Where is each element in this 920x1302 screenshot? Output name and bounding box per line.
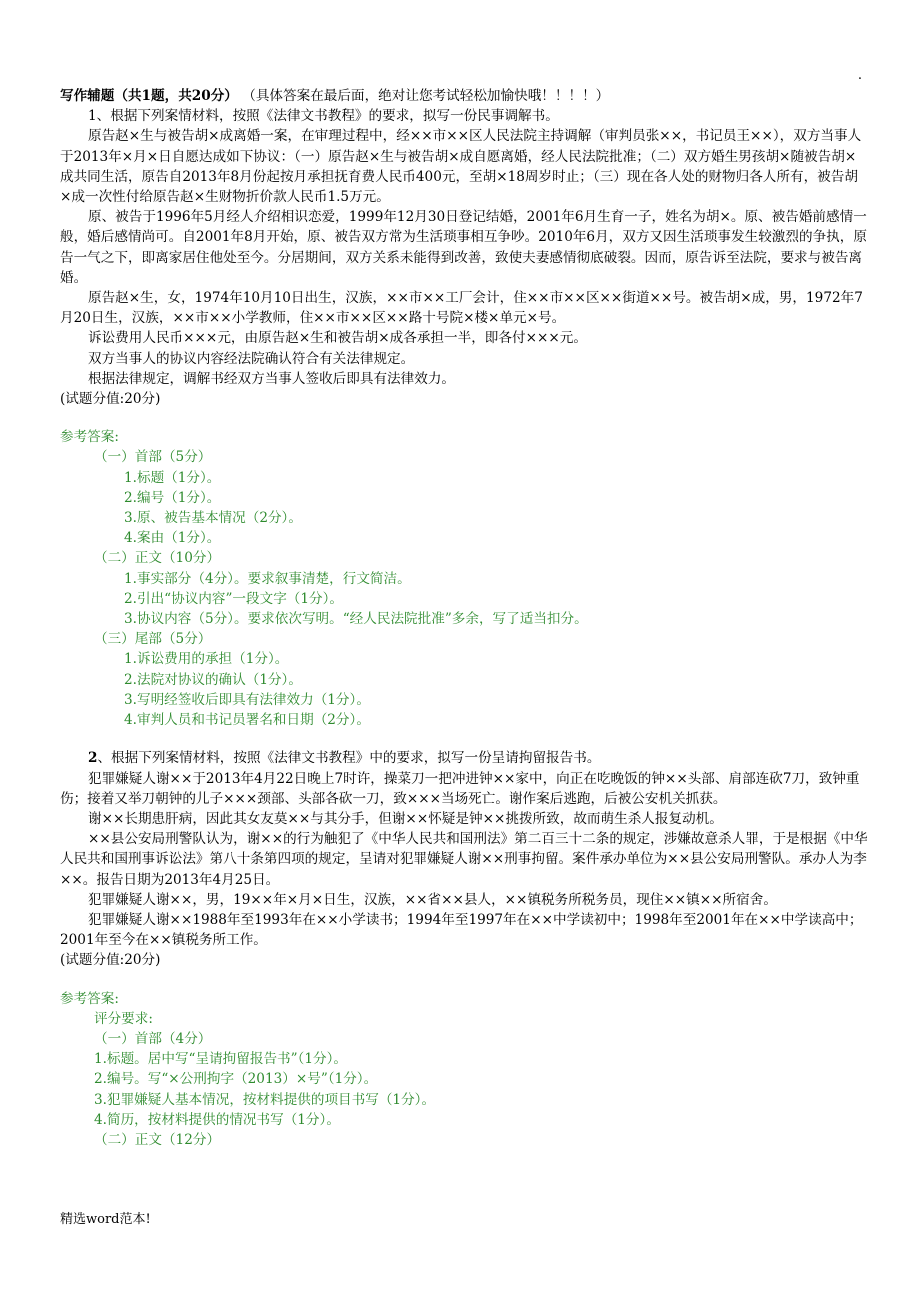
answer-item: 3.协议内容（5分）。要求依次写明。“经人民法院批准”多余，写了适当扣分。 [124,611,588,628]
q2-answer-label: 参考答案: [60,990,119,1007]
answer-item: 4.审判人员和书记员署名和日期（2分）。 [124,712,370,729]
answer-item: 3.犯罪嫌疑人基本情况，按材料提供的项目书写（1分）。 [94,1091,436,1108]
answer-item: 1.诉讼费用的承担（1分）。 [124,651,289,668]
answer-item: （三）尾部（5分） [94,631,212,648]
answer-item: （二）正文（10分） [94,550,221,567]
q1-score: (试题分值:20分) [60,391,161,408]
answer-item: 3.原、被告基本情况（2分）。 [124,510,302,527]
q2-paragraph: 犯罪嫌疑人谢××1988年至1993年在××小学读书；1994年至1997年在××中学读初中；1998年至2001年在××中学读高中；2001年至今在××镇税务所工作。 [60,911,863,949]
answer-item: 2.编号。写“×公刑拘字（2013）×号”（1分）。 [94,1071,378,1088]
section-title: 写作辅题（共1题，共20分） [60,88,238,104]
q2-score: (试题分值:20分) [60,952,161,969]
corner-mark: . [857,68,862,83]
answer-item: 2.引出“协议内容”一段文字（1分）。 [124,590,344,607]
q2-stem-text: 、根据下列案情材料，按照《法律文书教程》中的要求，拟写一份呈请拘留报告书。 [97,750,601,767]
q2-paragraph: 犯罪嫌疑人谢××于2013年4月22日晚上7时许，操菜刀一把冲进钟××家中，向正在吃晚饭的钟××头部、肩部连砍7刀，致钟重伤；接着又举刀朝钟的儿子×××颈部、头部各砍一刀，致×××当场死亡。谢作案后逃跑，后被公安机关抓获。 [60,770,860,807]
q1-answer-list [60,447,868,730]
q1-paragraph: 原告赵×生，女，1974年10月10日出生，汉族，××市××工厂会计，住××市××区××街道××号。被告胡×成，男，1972年7月20日生，汉族，××市××小学教师，住××市××区××路十号院×楼×单元×号。 [60,290,863,327]
q1-stem: 1、根据下列案情材料，按照《法律文书教程》的要求，拟写一份民事调解书。 [88,108,559,125]
answer-item: （一）首部（4分） [94,1030,212,1047]
answer-item: 评分要求: [94,1010,153,1027]
answer-item: 4.简历，按材料提供的情况书写（1分）。 [94,1111,340,1128]
q1-paragraph: 原、被告于1996年5月经人介绍相识恋爱，1999年12月30日登记结婚，2001年6月生育一子，姓名为胡×。原、被告婚前感情一般，婚后感情尚可。自2001年8月开始，原、被告双方常为生活琐事相互争吵。2010年6月，双方又因生活琐事发生较激烈的争执，原告一气之下，即离家居住他处至今。分居期间，双方关系未能得到改善，致使夫妻感情彻底破裂。因而，原告诉至法院，要求与被告离婚。 [60,209,867,286]
q1-paragraph: 双方当事人的协议内容经法院确认符合有关法律规定。 [88,350,415,367]
section-header [60,86,868,106]
answer-item: 2.法院对协议的确认（1分）。 [124,671,302,688]
answer-item: 1.标题。居中写“呈请拘留报告书”（1分）。 [94,1051,348,1068]
q2-paragraph: 谢××长期患肝病，因此其女友莫××与其分手，但谢××怀疑是钟××挑拨所致，故而萌生杀人报复动机。 [88,810,723,827]
answer-item: 1.标题（1分）。 [124,469,221,486]
q2-paragraph: 犯罪嫌疑人谢××，男，19××年×月×日生，汉族，××省××县人，××镇税务所税务员，现住××镇××所宿舍。 [88,891,777,908]
footer-text: 精选word范本! [60,1212,151,1227]
q1-paragraph: 根据法律规定，调解书经双方当事人签收后即具有法律效力。 [88,370,456,387]
q1-answer-label: 参考答案: [60,429,119,446]
q2-stem-number: 2 [88,750,98,767]
q1-paragraph: 诉讼费用人民币×××元，由原告赵×生和被告胡×成各承担一半，即各付×××元。 [88,330,587,347]
answer-item: （二）正文（12分） [94,1131,221,1148]
answer-item: 2.编号（1分）。 [124,489,221,506]
q2-stem [60,748,868,768]
document-body [60,86,868,1150]
section-note: （具体答案在最后面，绝对让您考试轻松加愉快哦！！！！） [242,88,610,104]
q2-answer-list [60,1009,868,1150]
answer-item: 4.案由（1分）。 [124,530,221,547]
answer-item: （一）首部（5分） [94,449,212,466]
answer-item: 3.写明经签收后即具有法律效力（1分）。 [124,691,370,708]
q2-paragraph: ××县公安局刑警队认为，谢××的行为触犯了《中华人民共和国刑法》第二百三十二条的规定，涉嫌故意杀人罪，于是根据《中华人民共和国刑事诉讼法》第八十条第四项的规定，呈请对犯罪嫌疑人谢××刑事拘留。案件承办单位为××县公安局刑警队。承办人为李××。报告日期为2013年4月25日。 [60,831,868,888]
answer-item: 1.事实部分（4分）。要求叙事清楚，行文简洁。 [124,570,411,587]
q1-paragraph: 原告赵×生与被告胡×成离婚一案，在审理过程中，经××市××区人民法院主持调解（审判员张××，书记员王××），双方当事人于2013年×月×日自愿达成如下协议：（一）原告赵×生与被告胡×成自愿离婚，经人民法院批准；（二）双方婚生男孩胡×随被告胡×成共同生活，原告自2013年8月份起按月承担抚育费人民币400元，至胡×18周岁时止；（三）现在各人处的财物归各人所有，被告胡×成一次性付给原告赵×生财物折价款人民币1.5万元。 [60,128,862,206]
